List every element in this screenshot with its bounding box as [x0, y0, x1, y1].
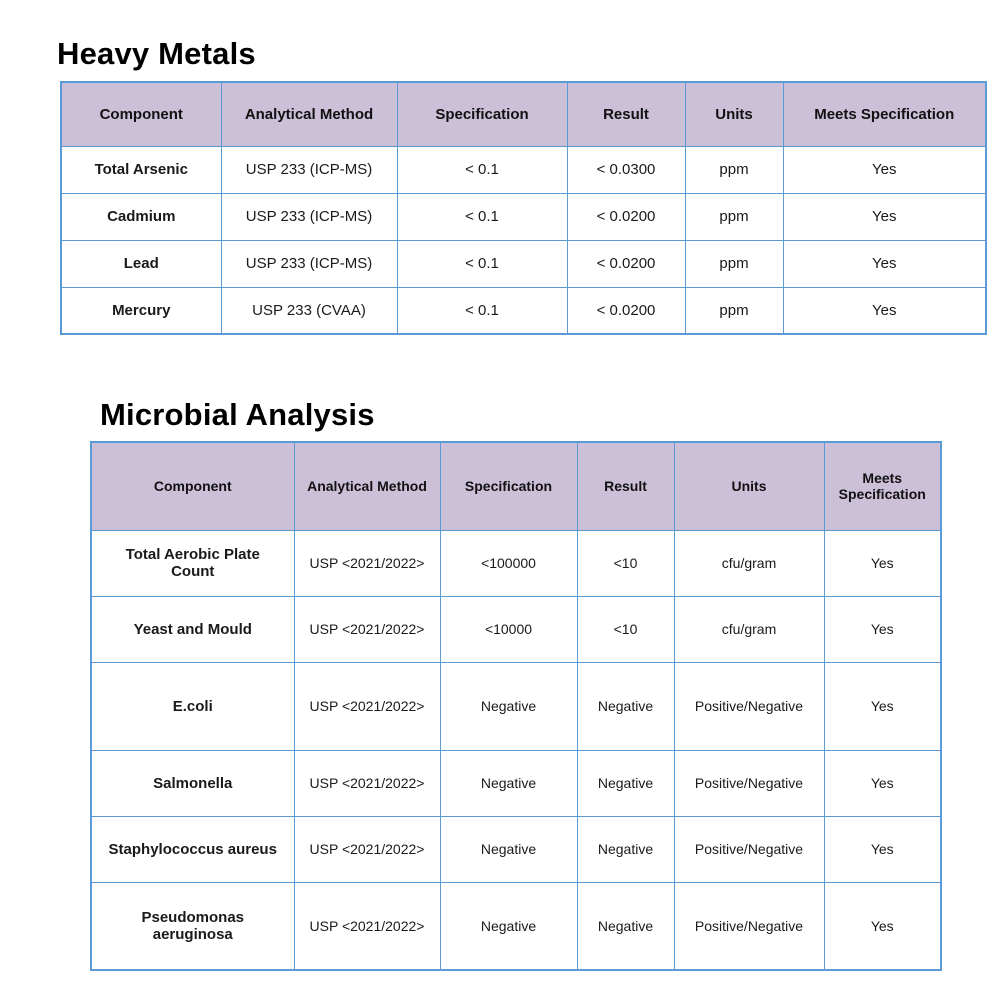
- cell-meets-specification: Yes: [824, 596, 941, 662]
- cell-component: Mercury: [61, 287, 221, 334]
- cell-meets-specification: Yes: [783, 146, 986, 193]
- cell-analytical-method: USP 233 (CVAA): [221, 287, 397, 334]
- cell-units: ppm: [685, 240, 783, 287]
- cell-specification: Negative: [440, 816, 577, 882]
- cell-result: < 0.0200: [567, 240, 685, 287]
- header-cell-analytical-method: Analytical Method: [221, 82, 397, 146]
- cell-analytical-method: USP <2021/2022>: [294, 816, 440, 882]
- cell-units: Positive/Negative: [674, 750, 824, 816]
- cell-result: < 0.0200: [567, 287, 685, 334]
- cell-result: Negative: [577, 750, 674, 816]
- table-row: [91, 530, 941, 596]
- cell-analytical-method: USP <2021/2022>: [294, 750, 440, 816]
- cell-component: Total Aerobic Plate Count: [91, 530, 294, 596]
- cell-component: Salmonella: [91, 750, 294, 816]
- cell-units: Positive/Negative: [674, 816, 824, 882]
- cell-analytical-method: USP <2021/2022>: [294, 530, 440, 596]
- table-row: [91, 596, 941, 662]
- table-header-row: [61, 82, 986, 146]
- cell-result: < 0.0300: [567, 146, 685, 193]
- cell-specification: <10000: [440, 596, 577, 662]
- cell-units: ppm: [685, 193, 783, 240]
- cell-units: Positive/Negative: [674, 882, 824, 970]
- cell-specification: Negative: [440, 750, 577, 816]
- cell-specification: Negative: [440, 662, 577, 750]
- cell-specification: < 0.1: [397, 193, 567, 240]
- section-title-microbial-analysis: Microbial Analysis: [100, 397, 375, 432]
- cell-specification: < 0.1: [397, 240, 567, 287]
- cell-specification: < 0.1: [397, 287, 567, 334]
- table-row: [91, 882, 941, 970]
- cell-analytical-method: USP <2021/2022>: [294, 662, 440, 750]
- cell-meets-specification: Yes: [783, 240, 986, 287]
- cell-result: Negative: [577, 816, 674, 882]
- cell-meets-specification: Yes: [783, 193, 986, 240]
- cell-units: ppm: [685, 287, 783, 334]
- cell-component: E.coli: [91, 662, 294, 750]
- table-header-row: [91, 442, 941, 530]
- header-cell-specification: Specification: [397, 82, 567, 146]
- table-row: [61, 146, 986, 193]
- microbial-analysis-table: [90, 441, 942, 971]
- table-row: [91, 816, 941, 882]
- header-cell-specification: Specification: [440, 442, 577, 530]
- cell-analytical-method: USP <2021/2022>: [294, 596, 440, 662]
- cell-component: Total Arsenic: [61, 146, 221, 193]
- section-title-heavy-metals: Heavy Metals: [57, 36, 256, 71]
- table-row: [61, 240, 986, 287]
- cell-component: Cadmium: [61, 193, 221, 240]
- cell-component: Yeast and Mould: [91, 596, 294, 662]
- header-cell-component: Component: [61, 82, 221, 146]
- heavy-metals-section: [0, 0, 1000, 335]
- cell-analytical-method: USP <2021/2022>: [294, 882, 440, 970]
- table-row: [91, 750, 941, 816]
- cell-analytical-method: USP 233 (ICP-MS): [221, 240, 397, 287]
- cell-specification: <100000: [440, 530, 577, 596]
- cell-analytical-method: USP 233 (ICP-MS): [221, 193, 397, 240]
- cell-units: ppm: [685, 146, 783, 193]
- header-cell-meets-specification: Meets Specification: [824, 442, 941, 530]
- header-cell-units: Units: [674, 442, 824, 530]
- cell-meets-specification: Yes: [824, 750, 941, 816]
- cell-meets-specification: Yes: [824, 882, 941, 970]
- header-cell-result: Result: [567, 82, 685, 146]
- cell-result: < 0.0200: [567, 193, 685, 240]
- cell-result: Negative: [577, 882, 674, 970]
- cell-component: Staphylococcus aureus: [91, 816, 294, 882]
- cell-meets-specification: Yes: [824, 816, 941, 882]
- cell-result: Negative: [577, 662, 674, 750]
- table-row: [61, 287, 986, 334]
- heavy-metals-table: [60, 81, 987, 335]
- header-cell-analytical-method: Analytical Method: [294, 442, 440, 530]
- cell-specification: < 0.1: [397, 146, 567, 193]
- table-row: [91, 662, 941, 750]
- cell-analytical-method: USP 233 (ICP-MS): [221, 146, 397, 193]
- table-row: [61, 193, 986, 240]
- cell-units: cfu/gram: [674, 530, 824, 596]
- cell-units: cfu/gram: [674, 596, 824, 662]
- header-cell-units: Units: [685, 82, 783, 146]
- cell-meets-specification: Yes: [824, 662, 941, 750]
- cell-specification: Negative: [440, 882, 577, 970]
- cell-meets-specification: Yes: [824, 530, 941, 596]
- cell-component: Pseudomonas aeruginosa: [91, 882, 294, 970]
- cell-result: <10: [577, 530, 674, 596]
- header-cell-component: Component: [91, 442, 294, 530]
- microbial-analysis-section: [0, 335, 1000, 971]
- cell-component: Lead: [61, 240, 221, 287]
- cell-units: Positive/Negative: [674, 662, 824, 750]
- header-cell-meets-specification: Meets Specification: [783, 82, 986, 146]
- cell-result: <10: [577, 596, 674, 662]
- header-cell-result: Result: [577, 442, 674, 530]
- cell-meets-specification: Yes: [783, 287, 986, 334]
